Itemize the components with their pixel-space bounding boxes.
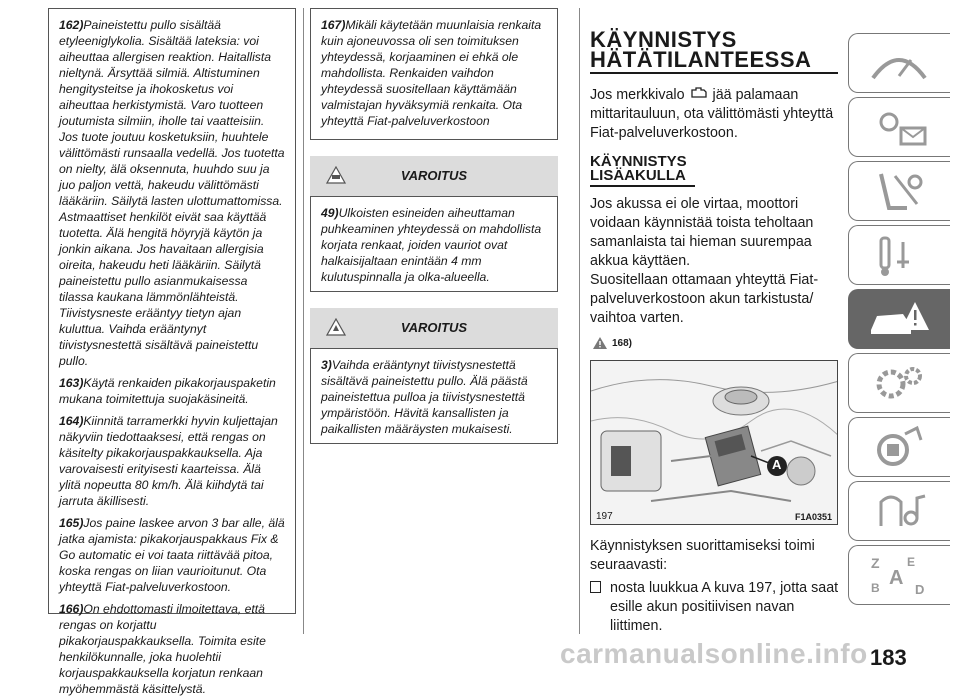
tab-index[interactable] [848, 545, 950, 605]
emergency-icon [867, 296, 931, 342]
warning-reference [590, 336, 840, 354]
warning-text-49: 49)Ulkoisten esineiden aiheuttaman puhkeaminen yhteydessä on mahdollista korjata renkaat, joiden vauriot ovat halkaisijaltaan enintään 4 mm kulutuspinnalla ja olka-alueella. [321, 206, 542, 284]
tab-emergency[interactable] [848, 289, 950, 349]
paragraph-service: Suositellaan ottamaan yhteyttä Fiat-palveluverkostoon akun tarkistusta/ vaihtoa varten. [590, 272, 819, 326]
svg-text:Z: Z [871, 555, 880, 571]
warning-body-1 [310, 196, 558, 292]
right-column [590, 27, 840, 636]
figure-code: F1A0351 [794, 512, 832, 522]
warning-header-2 [310, 308, 558, 348]
svg-text:E: E [907, 555, 916, 569]
step-1: nosta luukkua A kuva 197, jotta saat esille akun positiivisen navan liittimen. [590, 579, 840, 636]
tab-dashboard[interactable] [848, 33, 950, 93]
dashboard-icon [867, 40, 931, 86]
warning-body-2 [310, 348, 558, 444]
tab-maintenance[interactable] [848, 353, 950, 413]
note-167: 167)Mikäli käytetään muunlaisia renkaita kuin ajoneuvossa oli sen toimituksen yhteydessä, korjaaminen ei ehkä ole mahdollista. Renkaiden vaihdon yhteydessä suositellaan käyttämään valmistajan hyväksymiä renkaita. Ota yhteyttä Fiat-palveluverkostoon [321, 18, 542, 128]
tab-safety[interactable] [848, 161, 950, 221]
maintenance-icon [867, 360, 931, 406]
warning-text-3: 3)Vaihda erääntynyt tiivistysnestettä sisältävä paineistettu pullo. Älä päästä paineistettua pulloa ja tiivistysnestettä ympäristöön. Hävitä kansallisten ja paikallisten määräysten mukaisesti. [321, 358, 528, 436]
warning-header-1 [310, 156, 558, 196]
note-167-box [310, 8, 558, 140]
heading-rule [590, 72, 838, 74]
start-drive-icon [867, 232, 931, 278]
warning-title-2: VAROITUS [400, 320, 468, 335]
subsection-heading: KÄYNNISTYS LISÄAKULLA [590, 153, 687, 184]
warning-triangle-icon [592, 336, 608, 350]
middle-column [310, 8, 558, 614]
left-notes-box [48, 8, 296, 696]
note-164: 164)Kiinnitä tarramerkki hyvin kuljettajan näkyviin tiedottaaksesi, että rengas on käsitelty pikakorjauspakkauksella. Aja varovaisesti erityisesti kaarteissa. Älä ylitä nopeutta 80 km/h. Älä kiihdytä tai jarruta äkillisesti. [59, 414, 278, 508]
subheading-rule [590, 185, 695, 187]
seat-safety-icon [867, 168, 931, 214]
step-checkbox-icon [590, 581, 601, 593]
svg-text:A: A [889, 567, 904, 589]
figure-197 [590, 360, 838, 525]
note-165: 165)Jos paine laskee arvon 3 bar alle, älä jatka ajamista: pikakorjauspakkaus Fix & Go automatic ei voi taata riittävää pitoa, koska rengas on liian vaurioitunut. Ota yhteyttä Fiat-palveluverkostoon. [59, 516, 285, 594]
technical-data-icon [867, 424, 931, 470]
column-divider [303, 8, 304, 634]
watermark: carmanualsonline.info [560, 638, 868, 669]
callout-label-a: A [772, 457, 782, 472]
column-divider [579, 8, 580, 634]
paragraph-procedure: Käynnistyksen suorittamiseksi toimi seuraavasti: [590, 538, 815, 573]
warning-lights-icon [867, 104, 931, 150]
index-icon [867, 552, 931, 598]
page-number: 183 [870, 645, 907, 670]
section-heading: KÄYNNISTYS HÄTÄTILANTEESSA [590, 27, 812, 72]
chapter-sidebar [848, 33, 950, 609]
tab-start-drive[interactable] [848, 225, 950, 285]
tab-technical-data[interactable] [848, 417, 950, 477]
note-166: 166)On ehdottomasti ilmoitettava, että rengas on korjattu pikakorjauspakkauksella. Toimita esite henkilökunnalle, joka huolehtii korjauspakkauksella korjatun renkaan myöhemmästä käsittelystä. [59, 602, 266, 696]
svg-text:B: B [871, 581, 880, 595]
tab-warning-lights[interactable] [848, 97, 950, 157]
warning-ref-number: 168) [612, 338, 633, 349]
paragraph-warning-light: Jos merkkivalo jää palamaan mittaritauluun, ota välittömästi yhteyttä Fiat-palveluverkostoon. [590, 87, 834, 141]
multimedia-icon [867, 488, 931, 534]
figure-number: 197 [596, 511, 613, 522]
paragraph-battery: Jos akussa ei ole virtaa, moottori voidaan käynnistää toista teholtaan samanlaista tai hieman suurempaa akkua käyttäen. [590, 196, 814, 269]
note-162: 162)Paineistettu pullo sisältää etyleeniglykolia. Sisältää lateksia: voi aiheuttaa allergisen reaktion. Haitallista nieltynä. Ärsyttää silmiä. Altistuminen hengitysteitse ja ihokosketus voi aiheuttaa herkistymistä. Varo tuotteen joutumista silmiin, iholle tai vaatteisiin. Jos tuote joutuu kosketuksiin, huuhtele välittömästi runsaalla vedellä. Jos tuotetta on nielty, älä oksennuta, huuhdo suu ja juo paljon vettä, hakeudu välittömästi lääkäriin. Säilytä lasten ulottumattomissa. Astmaattiset henkilöt eivät saa käyttää tuotetta. Älä hengitä höyryjä käytön ja jonkin aikana. Jos havaitaan allergisia oireita, hakeudu heti lääkäriin. Säilytä paineistettu pullo asianmukaisessa tilassa kaukana lämmönlähteistä. Tiivistysneste erääntyy tietyn ajan kuluttua. Vaihda erääntynyt tiivistysnestettä sisältävä paineistettu pullo. [59, 18, 285, 368]
warning-title-1: VAROITUS [400, 168, 468, 183]
engine-bay-illustration [591, 361, 838, 525]
note-163: 163)Käytä renkaiden pikakorjauspaketin mukana toimitettuja suojakäsineitä. [59, 376, 276, 406]
engine-warning-light-icon [689, 86, 709, 100]
tab-multimedia[interactable] [848, 481, 950, 541]
svg-text:D: D [915, 582, 925, 597]
